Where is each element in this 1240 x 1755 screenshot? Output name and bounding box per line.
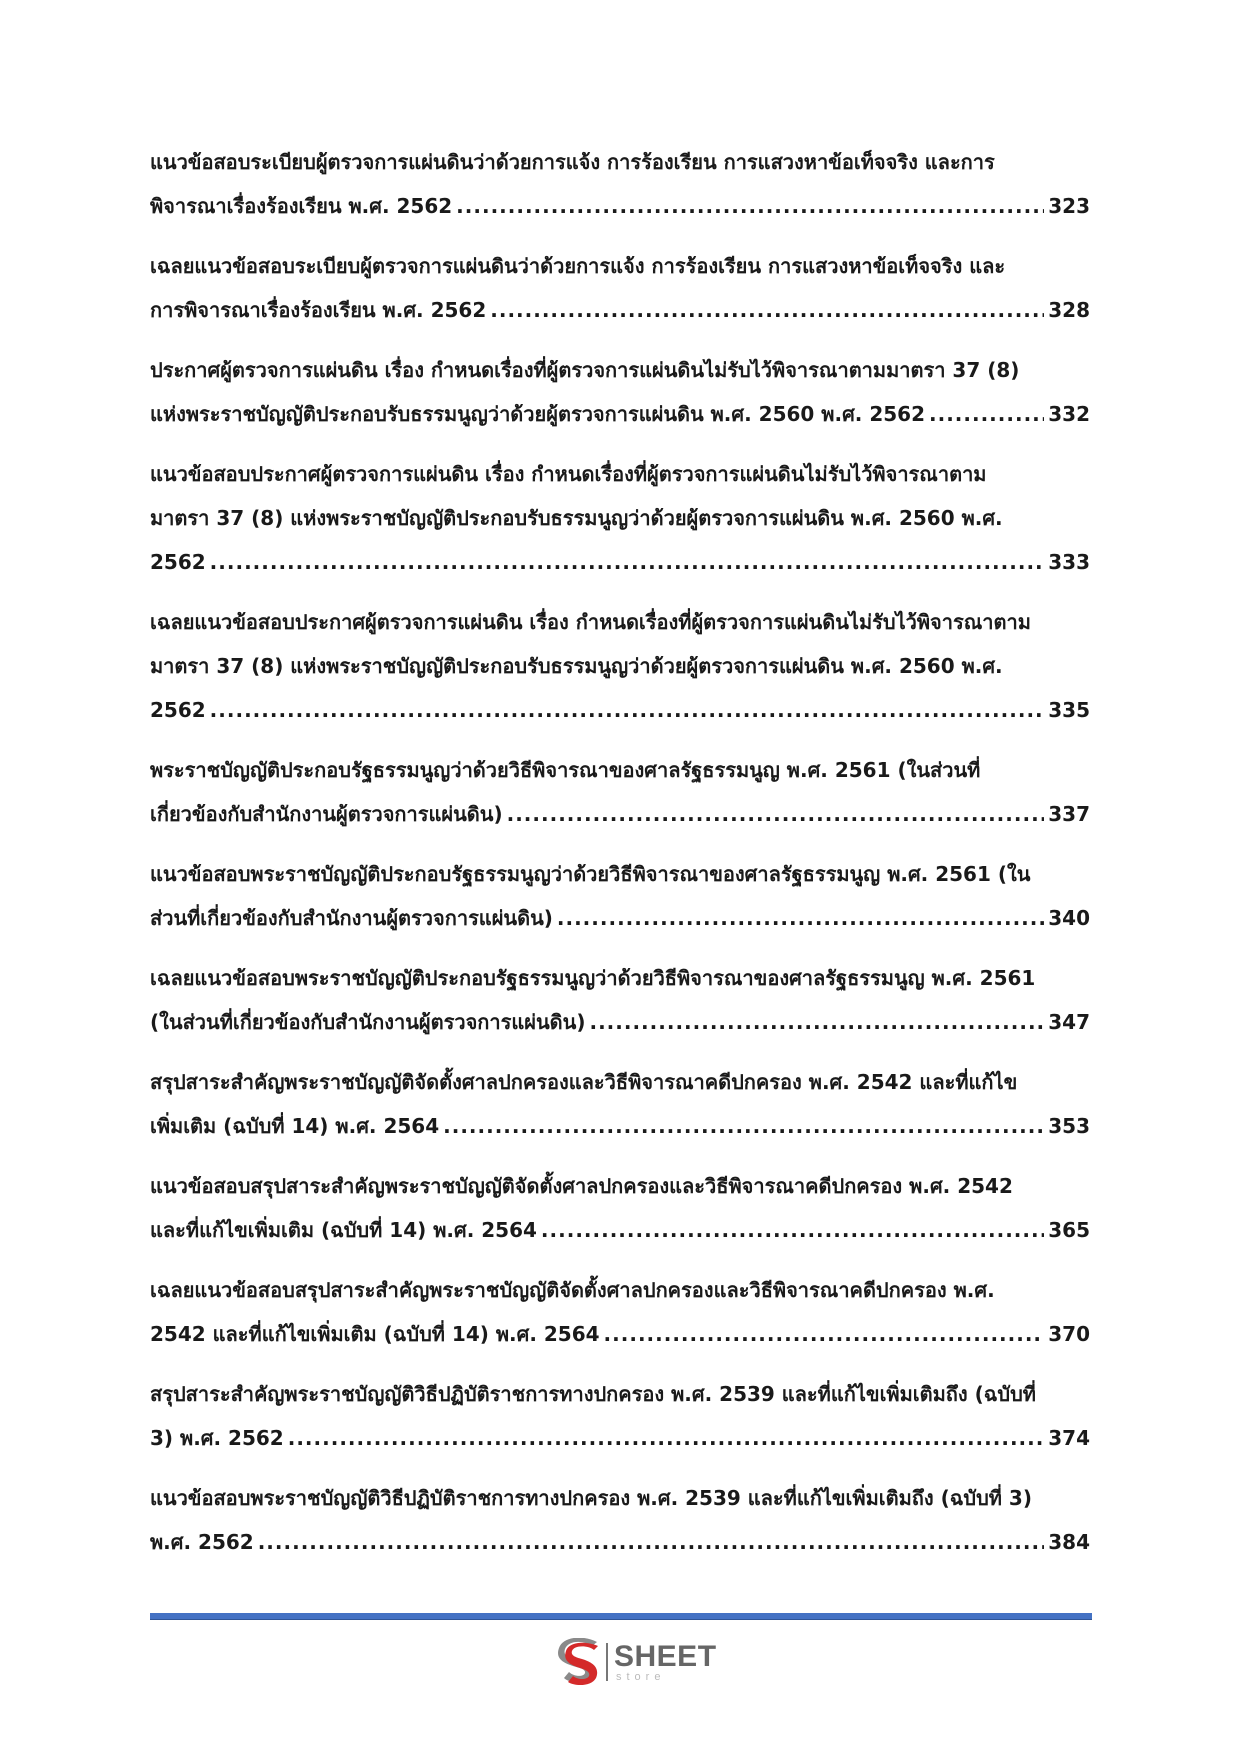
toc-entry-line [150,896,1090,940]
toc-entry-title: สรุปสาระสำคัญพระราชบัญญัติวิธีปฏิบัติราชการทางปกครอง พ.ศ. 2539 และที่แก้ไขเพิ่มเติมถึง (ฉบับที่ [150,1382,1036,1406]
toc-page-number: 353 [1048,1114,1090,1138]
logo-subtitle: store [616,1670,666,1683]
toc-entry[interactable] [150,1372,1090,1460]
toc-entry-title: แนวข้อสอบสรุปสาระสำคัญพระราชบัญญัติจัดตั้งศาลปกครองและวิธีพิจารณาคดีปกครอง พ.ศ. 2542 [150,1174,1013,1198]
toc-entry[interactable] [150,748,1090,836]
toc-entry-line [150,688,1090,732]
table-of-contents [150,140,1090,1580]
toc-entry-line [150,540,1090,584]
toc-entry[interactable] [150,1268,1090,1356]
toc-entry[interactable] [150,348,1090,436]
toc-entry-title: เกี่ยวข้องกับสำนักงานผู้ตรวจการแผ่นดิน) [150,802,503,826]
dot-leader [210,688,1045,732]
toc-entry-title: มาตรา 37 (8) แห่งพระราชบัญญัติประกอบรับธรรมนูญว่าด้วยผู้ตรวจการแผ่นดิน พ.ศ. 2560 พ.ศ. [150,506,1003,530]
toc-entry-title: และที่แก้ไขเพิ่มเติม (ฉบับที่ 14) พ.ศ. 2564 [150,1218,537,1242]
toc-entry[interactable] [150,140,1090,228]
toc-entry-title: 2562 [150,698,206,722]
toc-entry-title: พ.ศ. 2562 [150,1530,254,1554]
toc-entry-title: เฉลยแนวข้อสอบพระราชบัญญัติประกอบรัฐธรรมนูญว่าด้วยวิธีพิจารณาของศาลรัฐธรรมนูญ พ.ศ. 2561 [150,966,1036,990]
dot-leader [288,1416,1045,1460]
toc-entry-title: 2562 [150,550,206,574]
logo-divider [606,1643,608,1681]
toc-page-number: 374 [1048,1426,1090,1450]
toc-entry-line [150,1000,1090,1044]
toc-entry-title: 2542 และที่แก้ไขเพิ่มเติม (ฉบับที่ 14) พ.ศ. 2564 [150,1322,600,1346]
dot-leader [443,1104,1044,1148]
toc-entry-title: แนวข้อสอบพระราชบัญญัติประกอบรัฐธรรมนูญว่าด้วยวิธีพิจารณาของศาลรัฐธรรมนูญ พ.ศ. 2561 (ใน [150,862,1031,886]
toc-entry-line [150,1104,1090,1148]
toc-entry-title: แนวข้อสอบระเบียบผู้ตรวจการแผ่นดินว่าด้วยการแจ้ง การร้องเรียน การแสวงหาข้อเท็จจริง และการ [150,150,995,174]
toc-entry[interactable] [150,1060,1090,1148]
toc-entry[interactable] [150,452,1090,584]
toc-entry-title: สรุปสาระสำคัญพระราชบัญญัติจัดตั้งศาลปกครองและวิธีพิจารณาคดีปกครอง พ.ศ. 2542 และที่แก้ไข [150,1070,1018,1094]
toc-page-number: 347 [1048,1010,1090,1034]
toc-entry-title: เฉลยแนวข้อสอบประกาศผู้ตรวจการแผ่นดิน เรื่อง กำหนดเรื่องที่ผู้ตรวจการแผ่นดินไม่รับไว้พิจารณาตาม [150,610,1031,634]
toc-entry-line [150,1312,1090,1356]
dot-leader [604,1312,1045,1356]
toc-entry-title: เฉลยแนวข้อสอบระเบียบผู้ตรวจการแผ่นดินว่าด้วยการแจ้ง การร้องเรียน การแสวงหาข้อเท็จจริง และ [150,254,1006,278]
logo-text [614,1639,717,1683]
dot-leader [490,288,1044,332]
toc-page-number: 370 [1048,1322,1090,1346]
toc-entry-title: ส่วนที่เกี่ยวข้องกับสำนักงานผู้ตรวจการแผ่นดิน) [150,906,553,930]
dot-leader [541,1208,1044,1252]
toc-entry-title: 3) พ.ศ. 2562 [150,1426,284,1450]
toc-page-number: 384 [1048,1530,1090,1554]
toc-entry-title: การพิจารณาเรื่องร้องเรียน พ.ศ. 2562 [150,298,487,322]
toc-entry-title: เพิ่มเติม (ฉบับที่ 14) พ.ศ. 2564 [150,1114,440,1138]
toc-entry[interactable] [150,852,1090,940]
toc-page-number: 365 [1048,1218,1090,1242]
toc-entry-title: แนวข้อสอบพระราชบัญญัติวิธีปฏิบัติราชการทางปกครอง พ.ศ. 2539 และที่แก้ไขเพิ่มเติมถึง (ฉบับที่ 3) [150,1486,1032,1510]
toc-entry-title: มาตรา 37 (8) แห่งพระราชบัญญัติประกอบรับธรรมนูญว่าด้วยผู้ตรวจการแผ่นดิน พ.ศ. 2560 พ.ศ. [150,654,1003,678]
toc-entry-title: แนวข้อสอบประกาศผู้ตรวจการแผ่นดิน เรื่อง กำหนดเรื่องที่ผู้ตรวจการแผ่นดินไม่รับไว้พิจารณาตาม [150,462,987,486]
toc-entry[interactable] [150,600,1090,732]
sheet-store-logo-icon [556,1638,602,1686]
toc-entry-title: (ในส่วนที่เกี่ยวข้องกับสำนักงานผู้ตรวจการแผ่นดิน) [150,1010,586,1034]
dot-leader [589,1000,1044,1044]
toc-entry-line [150,184,1090,228]
toc-page-number: 328 [1048,298,1090,322]
footer-rule [150,1613,1092,1620]
toc-page-number: 333 [1048,550,1090,574]
toc-entry-title: พิจารณาเรื่องร้องเรียน พ.ศ. 2562 [150,194,453,218]
toc-entry[interactable] [150,1164,1090,1252]
toc-entry-title: พระราชบัญญัติประกอบรัฐธรรมนูญว่าด้วยวิธีพิจารณาของศาลรัฐธรรมนูญ พ.ศ. 2561 (ในส่วนที่ [150,758,981,782]
toc-entry-title: เฉลยแนวข้อสอบสรุปสาระสำคัญพระราชบัญญัติจัดตั้งศาลปกครองและวิธีพิจารณาคดีปกครอง พ.ศ. [150,1278,995,1302]
toc-page-number: 337 [1048,802,1090,826]
dot-leader [258,1520,1045,1564]
toc-entry-line [150,1520,1090,1564]
dot-leader [557,896,1044,940]
sheet-store-logo [556,1636,726,1688]
toc-entry-title: ประกาศผู้ตรวจการแผ่นดิน เรื่อง กำหนดเรื่องที่ผู้ตรวจการแผ่นดินไม่รับไว้พิจารณาตามมาตรา 37 (8) [150,358,1020,382]
toc-entry-line [150,392,1090,436]
dot-leader [456,184,1044,228]
dot-leader [210,540,1045,584]
toc-entry[interactable] [150,956,1090,1044]
toc-entry-line [150,792,1090,836]
dot-leader [929,392,1044,436]
toc-entry-line [150,1208,1090,1252]
toc-page-number: 335 [1048,698,1090,722]
toc-entry-line [150,288,1090,332]
toc-entry[interactable] [150,244,1090,332]
toc-entry-line [150,1416,1090,1460]
toc-entry-title: แห่งพระราชบัญญัติประกอบรับธรรมนูญว่าด้วยผู้ตรวจการแผ่นดิน พ.ศ. 2560 พ.ศ. 2562 [150,402,925,426]
toc-page-number: 323 [1048,194,1090,218]
toc-page-number: 332 [1048,402,1090,426]
toc-entry[interactable] [150,1476,1090,1564]
dot-leader [507,792,1045,836]
toc-page-number: 340 [1048,906,1090,930]
logo-wordmark: SHEET [614,1639,717,1673]
